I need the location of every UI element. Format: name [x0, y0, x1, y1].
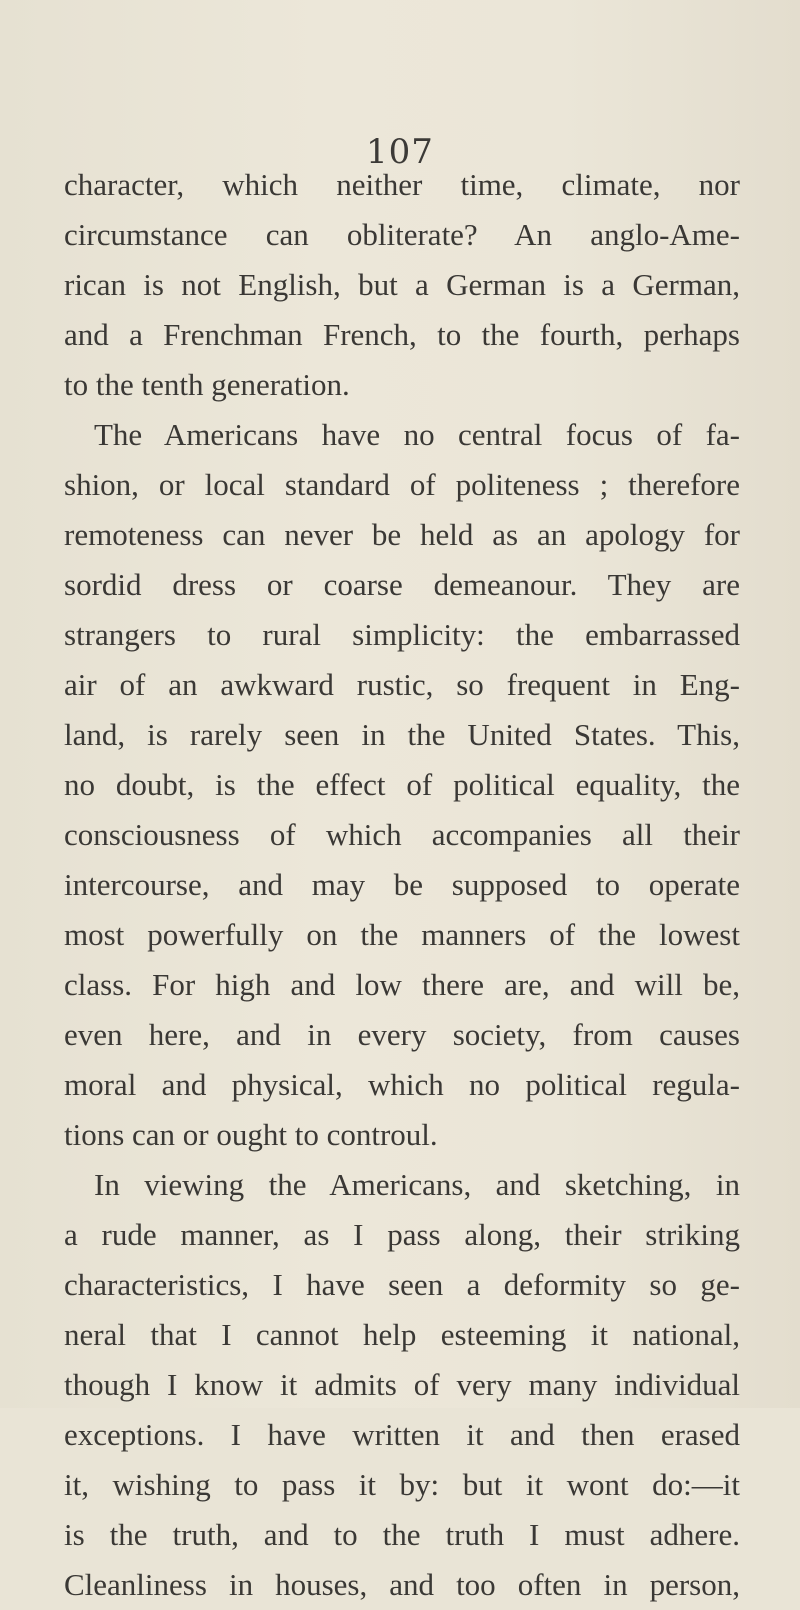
text-line: is the truth, and to the truth I must adhere.	[64, 1517, 740, 1552]
text-line: a rude manner, as I pass along, their striking	[64, 1217, 740, 1252]
text-line: character, which neither time, climate, nor	[64, 167, 740, 202]
text-line: class. For high and low there are, and will be,	[64, 967, 740, 1002]
text-line: consciousness of which accompanies all their	[64, 817, 740, 852]
text-line: moral and physical, which no political regula-	[64, 1067, 740, 1102]
text-line: no doubt, is the effect of political equality, the	[64, 767, 740, 802]
text-line: In viewing the Americans, and sketching, in	[94, 1167, 740, 1202]
text-line: and a Frenchman French, to the fourth, perhaps	[64, 317, 740, 352]
text-line: circumstance can obliterate? An anglo-Ame-	[64, 217, 740, 252]
page-number: 107	[366, 132, 434, 172]
text-line: intercourse, and may be supposed to operate	[64, 867, 740, 902]
text-line: it, wishing to pass it by: but it wont do:—it	[64, 1467, 740, 1502]
text-line: air of an awkward rustic, so frequent in Eng-	[64, 667, 740, 702]
body-text	[64, 160, 740, 1610]
text-line: land, is rarely seen in the United States. This,	[64, 717, 740, 752]
text-line: The Americans have no central focus of fa-	[94, 417, 740, 452]
text-line: to the tenth generation.	[64, 367, 350, 402]
text-line: even here, and in every society, from causes	[64, 1017, 740, 1052]
text-line: shion, or local standard of politeness ; therefore	[64, 467, 740, 502]
text-line: rican is not English, but a German is a German,	[64, 267, 740, 302]
text-line: most powerfully on the manners of the lowest	[64, 917, 740, 952]
text-line: exceptions. I have written it and then erased	[64, 1417, 740, 1452]
text-line: tions can or ought to controul.	[64, 1117, 438, 1152]
text-line: sordid dress or coarse demeanour. They are	[64, 567, 740, 602]
text-line: remoteness can never be held as an apology for	[64, 517, 740, 552]
text-line: strangers to rural simplicity: the embarrassed	[64, 617, 740, 652]
text-line: characteristics, I have seen a deformity so ge-	[64, 1267, 740, 1302]
text-line: neral that I cannot help esteeming it national,	[64, 1317, 740, 1352]
text-line: though I know it admits of very many individual	[64, 1367, 740, 1402]
text-line: Cleanliness in houses, and too often in person,	[64, 1567, 740, 1602]
